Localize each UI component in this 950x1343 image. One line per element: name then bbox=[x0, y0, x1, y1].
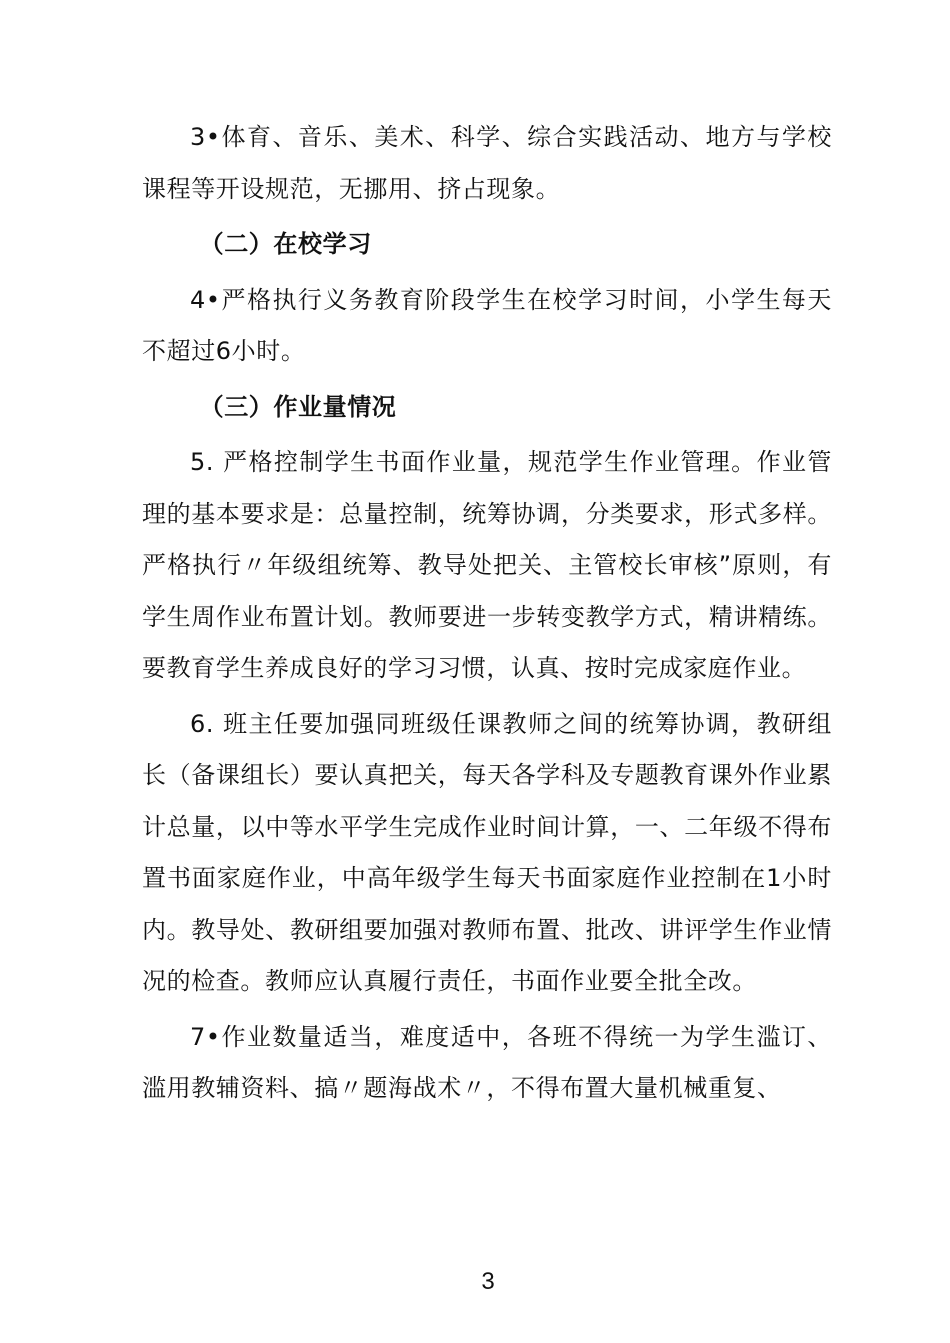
paragraph-5: 5. 严格控制学生书面作业量，规范学生作业管理。作业管理的基本要求是：总量控制，统筹协调，分类要求，形式多样。严格执行〃年级组统筹、教导处把关、主管校长审核”原则，有学生周作业布置计划。教师要进一步转变教学方式，精讲精练。要教育学生养成良好的学习习惯，认真、按时完成家庭作业。 bbox=[142, 448, 832, 682]
paragraph-4: 4•严格执行义务教育阶段学生在校学习时间，小学生每天不超过6小时。 bbox=[142, 285, 832, 365]
page-number: 3 bbox=[481, 1268, 495, 1295]
section-heading-in-school-study: （二）在校学习 bbox=[199, 230, 372, 258]
paragraph-7: 7•作业数量适当，难度适中，各班不得统一为学生滥订、滥用教辅资料、搞〃题海战术〃，不得布置大量机械重复、 bbox=[142, 1022, 832, 1102]
document-body bbox=[142, 112, 832, 1119]
section-heading-homework: （三）作业量情况 bbox=[199, 392, 397, 421]
paragraph-6: 6. 班主任要加强同班级任课教师之间的统筹协调，教研组长（备课组长）要认真把关，每天各学科及专题教育课外作业累计总量，以中等水平学生完成作业时间计算，一、二年级不得布置书面家庭作业，中高年级学生每天书面家庭作业控制在1小时内。教导处、教研组要加强对教师布置、批改、讲评学生作业情况的检查。教师应认真履行责任，书面作业要全批全改。 bbox=[142, 709, 832, 995]
paragraph-3: 3•体育、音乐、美术、科学、综合实践活动、地方与学校课程等开设规范，无挪用、挤占现象。 bbox=[142, 123, 832, 203]
